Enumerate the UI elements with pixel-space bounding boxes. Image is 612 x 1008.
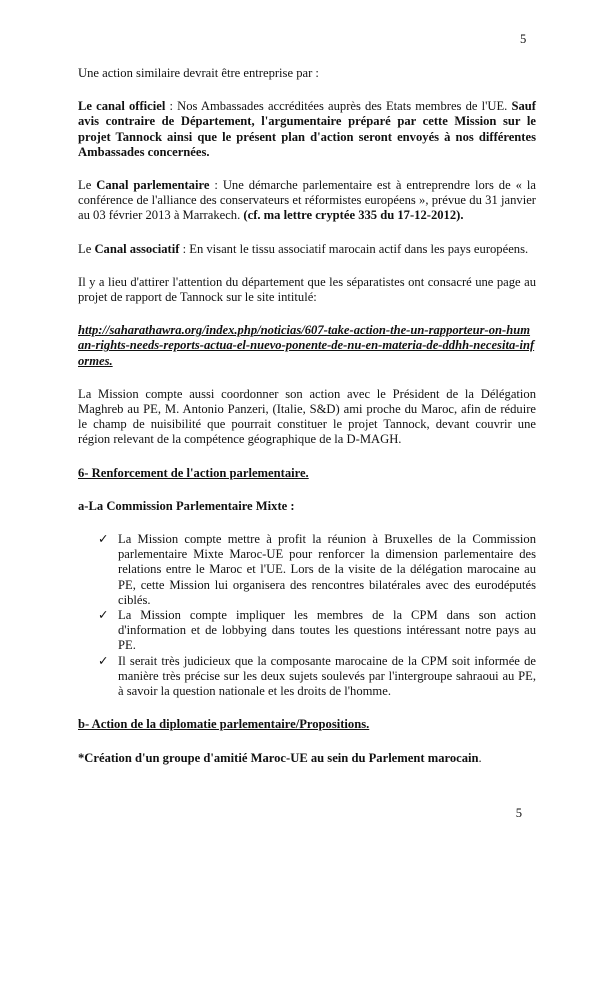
creation-paragraph bbox=[78, 751, 536, 766]
page-number-top: 5 bbox=[520, 32, 527, 46]
intro-text: Une action similaire devrait être entreprise par : bbox=[78, 66, 319, 80]
attention-paragraph: Il y a lieu d'attirer l'attention du département que les séparatistes ont consacré une page au projet de rapport de Tannock sur le site intitulé: bbox=[78, 274, 536, 305]
mission-paragraph: La Mission compte aussi coordonner son action avec le Président de la Délégation Maghreb au PE, M. Antonio Panzeri, (Italie, S&D) ami proche du Maroc, afin de réduire le champ de nuisibilité que pourrait constituer le projet Tannock, devant couvrir une région relevant de la compétence géographique de la D-MAGH. bbox=[78, 386, 536, 447]
prefix: Le bbox=[78, 241, 95, 256]
list-item bbox=[96, 532, 536, 608]
checkmark-icon: ✓ bbox=[98, 608, 109, 623]
bullet-list bbox=[96, 532, 536, 699]
canal-officiel-text: : Nos Ambassades accréditées auprès des Etats membres de l'UE. bbox=[165, 99, 512, 114]
list-item-text: La Mission compte impliquer les membres de la CPM dans son action d'information et de lobbying dans toutes les questions intéressant notre pays au PE. bbox=[118, 608, 536, 653]
canal-associatif-text: : En visant le tissu associatif marocain actif dans les pays européens. bbox=[179, 241, 529, 256]
creation-text: *Création d'un groupe d'amitié Maroc-UE au sein du Parlement marocain bbox=[78, 750, 479, 765]
canal-parlementaire-label: Canal parlementaire bbox=[96, 178, 210, 193]
canal-parlementaire-paragraph bbox=[78, 178, 536, 224]
sub-b-heading: b- Action de la diplomatie parlementaire/Propositions. bbox=[78, 717, 370, 732]
canal-officiel-label: Le canal officiel bbox=[78, 99, 166, 114]
list-item-text: Il serait très judicieux que la composante marocaine de la CPM soit informée de manière très précise sur les deux sujets soulevés par l'intergroupe sahraoui au PE, à savoir la question nationale et les droits de l'homme. bbox=[118, 653, 536, 699]
document-body bbox=[78, 0, 536, 841]
page-number-bottom: 5 bbox=[515, 805, 522, 820]
list-item bbox=[96, 608, 536, 654]
canal-officiel-bold: Sauf avis contraire de Département, l'argumentaire préparé par cette Mission sur le projet Tannock ainsi que le présent plan d'action seront envoyés à nos différentes Ambassades concernées. bbox=[78, 99, 536, 159]
checkmark-icon: ✓ bbox=[98, 532, 109, 547]
prefix: Le bbox=[78, 178, 97, 193]
separatist-site-link[interactable]: http://saharathawra.org/index.php/noticias/607-take-action-the-un-rapporteur-on-human-rights-needs-reports-actua-el-nuevo-ponente-de-nu-en-materia-de-ddhh-necesita-informes. bbox=[78, 323, 535, 368]
canal-parlementaire-text: : Une démarche parlementaire est à entreprendre lors de « la conférence de l'alliance des conservateurs et réformistes européens », prévue du 31 janvier au 03 février 2013 à Marrakech. bbox=[78, 178, 536, 223]
sub-a-heading: a-La Commission Parlementaire Mixte : bbox=[78, 498, 295, 513]
section-6-heading: 6- Renforcement de l'action parlementaire. bbox=[78, 465, 309, 480]
canal-parlementaire-ref: (cf. ma lettre cryptée 335 du 17-12-2012). bbox=[243, 208, 464, 223]
canal-associatif-label: Canal associatif bbox=[94, 241, 180, 256]
canal-officiel-paragraph bbox=[78, 99, 536, 160]
canal-associatif-paragraph bbox=[78, 242, 536, 257]
checkmark-icon: ✓ bbox=[98, 653, 109, 668]
list-item bbox=[96, 654, 536, 700]
list-item-text: La Mission compte mettre à profit la réunion à Bruxelles de la Commission parlementaire Mixte Maroc-UE pour renforcer la dimension parlementaire des relations entre le Maroc et l'UE. Lors de la visite de la délégation marocaine au PE, cette Mission lui organisera des rencontres bilatérales avec des eurodéputés ciblés. bbox=[118, 532, 536, 607]
creation-end: . bbox=[478, 750, 482, 765]
